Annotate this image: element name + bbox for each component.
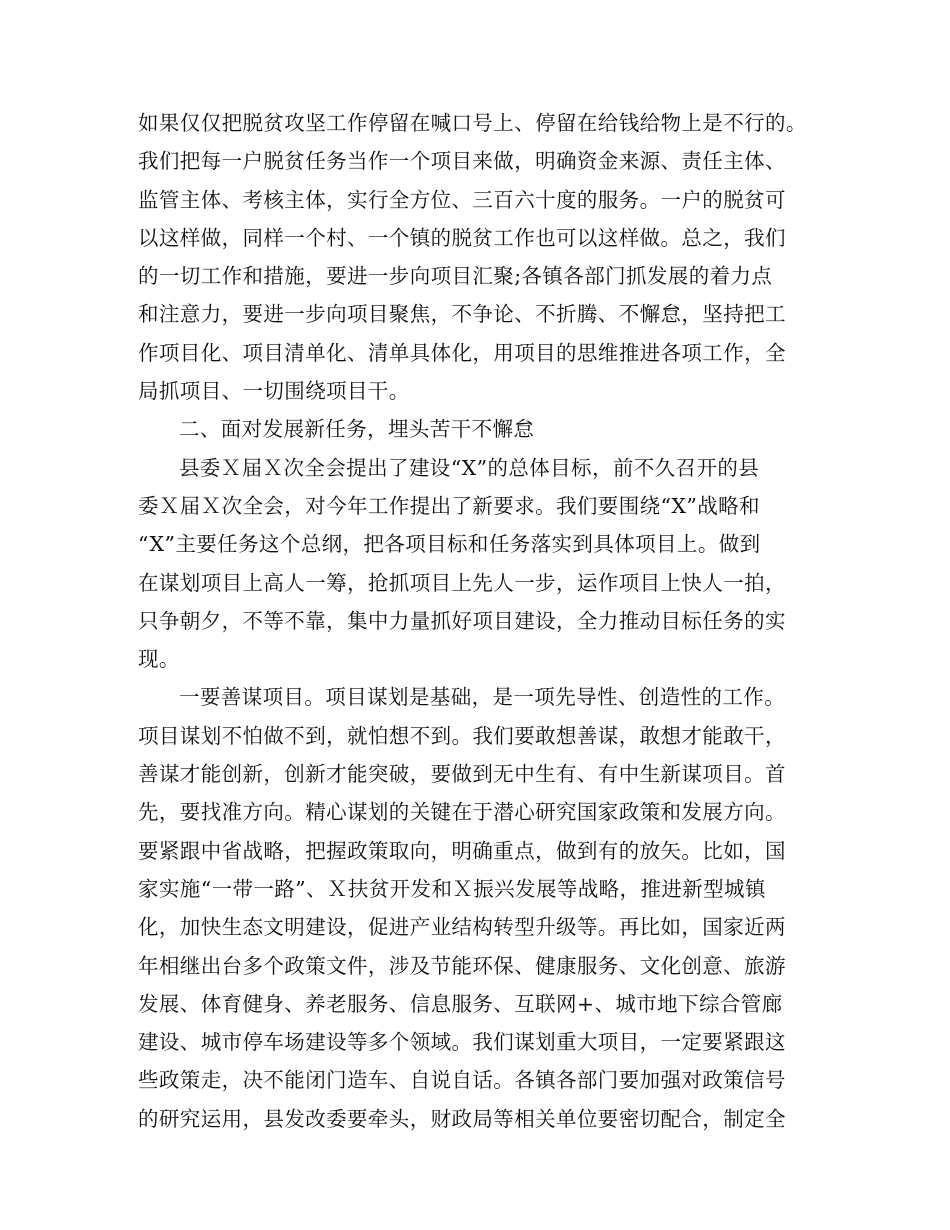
text-line: 只争朝夕，不等不靠，集中力量抓好项目建设，全力推动目标任务的实 bbox=[138, 608, 786, 633]
text-line: “X”主要任务这个总纲，把各项目标和任务落实到具体项目上。做到 bbox=[138, 532, 761, 557]
text-line: 如果仅仅把脱贫攻坚工作停留在喊口号上、停留在给钱给物上是不行的。 bbox=[138, 111, 807, 135]
text-line: 和注意力，要进一步向项目聚焦，不争论、不折腾、不懈怠，坚持把工 bbox=[138, 302, 786, 327]
text-line: 我们把每一户脱贫任务当作一个项目来做，明确资金来源、责任主体、 bbox=[138, 149, 786, 174]
text-line: 作项目化、项目清单化、清单具体化，用项目的思维推进各项工作，全 bbox=[138, 340, 786, 365]
text-line: 在谋划项目上高人一筹，抢抓项目上先人一步，运作项目上快人一拍， bbox=[138, 570, 786, 595]
text-line: 善谋才能创新，创新才能突破，要做到无中生有、有中生新谋项目。首 bbox=[138, 762, 786, 787]
text-line: 一要善谋项目。项目谋划是基础，是一项先导性、创造性的工作。 bbox=[179, 685, 786, 710]
text-line: 委Ｘ届Ｘ次全会，对今年工作提出了新要求。我们要围绕“X”战略和 bbox=[138, 493, 760, 518]
text-line: 以这样做，同样一个村、一个镇的脱贫工作也可以这样做。总之，我们 bbox=[138, 225, 786, 250]
text-line: 监管主体、考核主体，实行全方位、三百六十度的服务。一户的脱贫可 bbox=[138, 187, 786, 212]
text-line: 先，要找准方向。精心谋划的关键在于潜心研究国家政策和发展方向。 bbox=[138, 800, 786, 825]
text-line: 项目谋划不怕做不到，就怕想不到。我们要敢想善谋，敢想才能敢干， bbox=[138, 723, 786, 748]
text-line: 建设、城市停车场建设等多个领域。我们谋划重大项目，一定要紧跟这 bbox=[138, 1030, 786, 1055]
text-line: 化，加快生态文明建设，促进产业结构转型升级等。再比如，国家近两 bbox=[138, 915, 786, 940]
text-line: 年相继出台多个政策文件，涉及节能环保、健康服务、文化创意、旅游 bbox=[138, 953, 786, 978]
text-line: 现。 bbox=[138, 647, 180, 672]
text-line: 的一切工作和措施，要进一步向项目汇聚;各镇各部门抓发展的着力点 bbox=[138, 264, 773, 289]
text-line: 家实施“一带一路”、Ｘ扶贫开发和Ｘ振兴发展等战略，推进新型城镇 bbox=[138, 876, 766, 901]
text-line: 要紧跟中省战略，把握政策取向，明确重点，做到有的放矢。比如，国 bbox=[138, 838, 786, 863]
text-line: 二、面对发展新任务，埋头苦干不懈怠 bbox=[179, 417, 535, 442]
text-line: 县委Ｘ届Ｘ次全会提出了建设“X”的总体目标，前不久召开的县 bbox=[179, 455, 760, 480]
text-line: 局抓项目、一切围绕项目干。 bbox=[138, 379, 410, 404]
text-line: 的研究运用，县发改委要牵头，财政局等相关单位要密切配合，制定全 bbox=[138, 1106, 786, 1131]
text-line: 些政策走，决不能闭门造车、自说自话。各镇各部门要加强对政策信号 bbox=[138, 1068, 786, 1093]
text-line: 发展、体育健身、养老服务、信息服务、互联网+、城市地下综合管廊 bbox=[138, 991, 783, 1016]
document-body bbox=[138, 104, 818, 1138]
